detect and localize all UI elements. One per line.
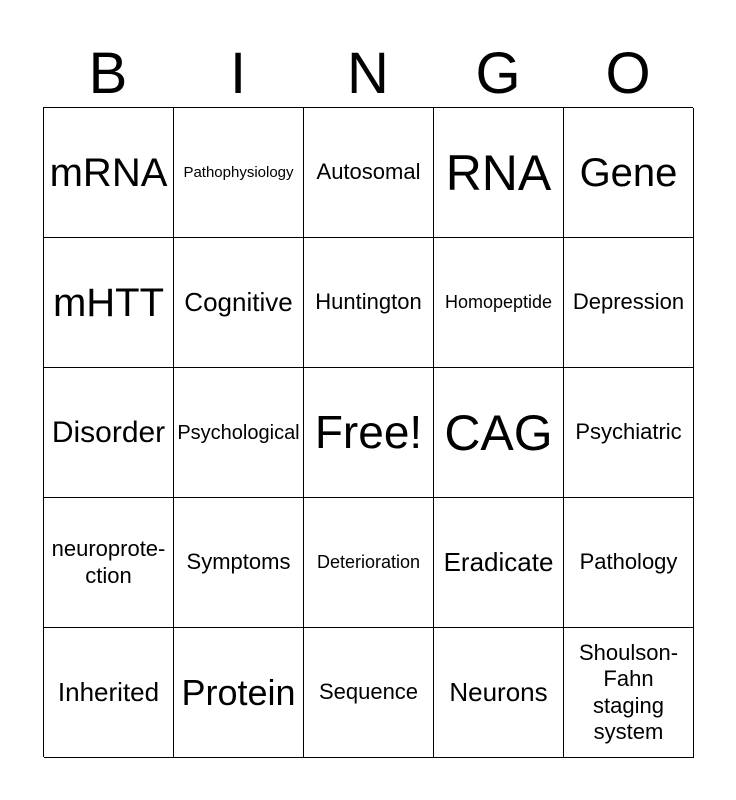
bingo-cell[interactable]	[564, 628, 694, 758]
bingo-cell[interactable]	[304, 628, 434, 758]
free-space-text: Free!	[314, 405, 423, 458]
free-space-cell[interactable]	[304, 368, 434, 498]
bingo-grid	[43, 107, 693, 757]
cell-text: Protein	[181, 671, 296, 713]
bingo-header	[43, 40, 693, 108]
header-letter-b: B	[88, 41, 128, 106]
bingo-cell[interactable]	[434, 238, 564, 368]
bingo-cell[interactable]	[304, 108, 434, 238]
bingo-cell[interactable]	[44, 238, 174, 368]
bingo-cell[interactable]	[304, 238, 434, 368]
bingo-cell[interactable]	[564, 108, 694, 238]
cell-text: Psychiatric	[575, 419, 682, 445]
cell-text: Disorder	[51, 415, 166, 449]
cell-text: Cognitive	[184, 286, 293, 317]
cell-text: Deterioration	[316, 551, 421, 572]
cell-text: Neurons	[449, 676, 548, 707]
cell-text: Symptoms	[186, 549, 291, 575]
header-letter-g: G	[475, 41, 521, 106]
cell-text: mRNA	[49, 150, 168, 195]
cell-text: Pathology	[579, 549, 678, 575]
cell-text: Pathophysiology	[183, 163, 294, 181]
bingo-cell[interactable]	[174, 238, 304, 368]
bingo-cell[interactable]	[564, 238, 694, 368]
cell-text: Sequence	[318, 679, 419, 705]
cell-text: Depression	[572, 289, 685, 315]
cell-text: Gene	[579, 150, 678, 195]
bingo-cell[interactable]	[174, 628, 304, 758]
bingo-cell[interactable]	[434, 628, 564, 758]
cell-text: mHTT	[52, 280, 165, 325]
header-letter-i: I	[229, 41, 247, 106]
header-letter-n: N	[347, 41, 389, 106]
bingo-cell[interactable]	[174, 498, 304, 628]
bingo-cell[interactable]	[434, 498, 564, 628]
bingo-cell[interactable]	[434, 368, 564, 498]
bingo-cell[interactable]	[44, 628, 174, 758]
bingo-cell[interactable]	[434, 108, 564, 238]
cell-text: Shoulson- Fahn staging system	[578, 639, 679, 744]
cell-text: RNA	[445, 144, 552, 201]
cell-text: CAG	[444, 404, 553, 461]
bingo-cell[interactable]	[564, 368, 694, 498]
bingo-cell[interactable]	[174, 108, 304, 238]
bingo-cell[interactable]	[44, 108, 174, 238]
cell-text: Huntington	[315, 289, 422, 315]
header-letter-o: O	[605, 41, 651, 106]
bingo-cell[interactable]	[44, 498, 174, 628]
cell-text: Homopeptide	[444, 291, 553, 312]
cell-text: neuroprote- ction	[51, 536, 166, 588]
cell-text: Inherited	[57, 676, 160, 707]
bingo-cell[interactable]	[174, 368, 304, 498]
cell-text: Eradicate	[443, 546, 554, 577]
cell-text: Psychological	[177, 421, 300, 444]
bingo-cell[interactable]	[564, 498, 694, 628]
bingo-cell[interactable]	[304, 498, 434, 628]
bingo-cell[interactable]	[44, 368, 174, 498]
cell-text: Autosomal	[316, 159, 421, 185]
